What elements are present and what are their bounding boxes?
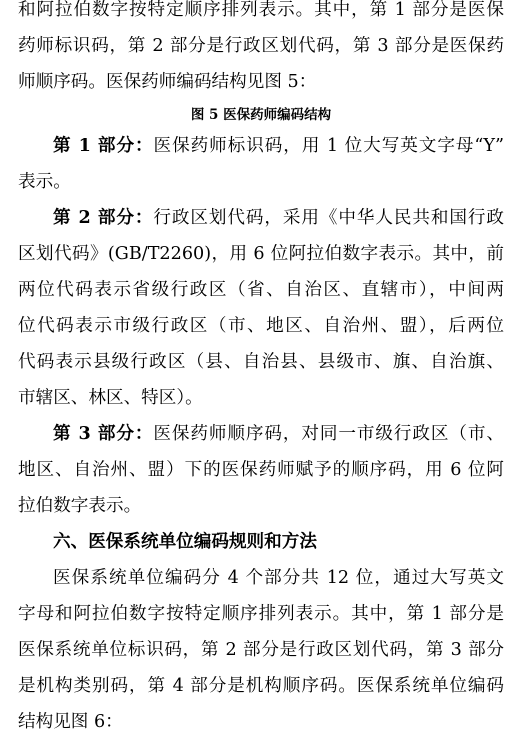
- part3-label: 第 3 部分：: [53, 423, 154, 444]
- part2-line-2: 区划代码》(GB/T2260)，用 6 位阿拉伯数字表示。其中，前: [18, 244, 504, 264]
- part2-line-4: 位代码表示市级行政区（市、地区、自治州、盟），后两位: [18, 316, 504, 336]
- part1-line-2: 表示。: [18, 172, 71, 192]
- part1-line-1: [53, 134, 504, 158]
- section-heading: 六、医保系统单位编码规则和方法: [53, 532, 317, 552]
- part3-line-3: 拉伯数字表示。: [18, 496, 142, 516]
- part2-line-6: 市辖区、林区、特区）。: [18, 388, 203, 408]
- part2-label: 第 2 部分：: [53, 207, 154, 228]
- part1-label: 第 1 部分：: [53, 135, 154, 156]
- section-body-line-3: 医保系统单位标识码，第 2 部分是行政区划代码，第 3 部分: [18, 640, 504, 660]
- part1-text: 医保药师标识码，用 1 位大写英文字母“Y”: [153, 136, 504, 156]
- part2-line-5: 代码表示县级行政区（县、自治县、县级市、旗、自治旗、: [18, 352, 504, 372]
- section-body-line-4: 是机构类别码，第 4 部分是机构顺序码。医保系统单位编码: [18, 676, 504, 696]
- intro-line-1: 和阿拉伯数字按特定顺序排列表示。其中，第 1 部分是医保: [18, 0, 504, 20]
- figure-caption: 图 5 医保药师编码结构: [190, 107, 332, 123]
- intro-line-3: 师顺序码。医保药师编码结构见图 5：: [18, 72, 317, 92]
- part2-text: 行政区划代码，采用《中华人民共和国行政: [153, 208, 504, 228]
- part3-text: 医保药师顺序码，对同一市级行政区（市、: [153, 424, 504, 444]
- part2-line-3: 两位代码表示省级行政区（省、自治区、直辖市），中间两: [18, 280, 504, 300]
- part3-line-1: [53, 422, 504, 446]
- part3-line-2: 地区、自治州、盟）下的医保药师赋予的顺序码，用 6 位阿: [18, 460, 504, 480]
- section-body-line-2: 字母和阿拉伯数字按特定顺序排列表示。其中，第 1 部分是: [18, 604, 504, 624]
- section-body-line-1: 医保系统单位编码分 4 个部分共 12 位，通过大写英文: [53, 568, 504, 588]
- section-body-line-5: 结构见图 6：: [18, 712, 123, 732]
- intro-line-2: 药师标识码，第 2 部分是行政区划代码，第 3 部分是医保药: [18, 36, 504, 56]
- part2-line-1: [53, 206, 504, 230]
